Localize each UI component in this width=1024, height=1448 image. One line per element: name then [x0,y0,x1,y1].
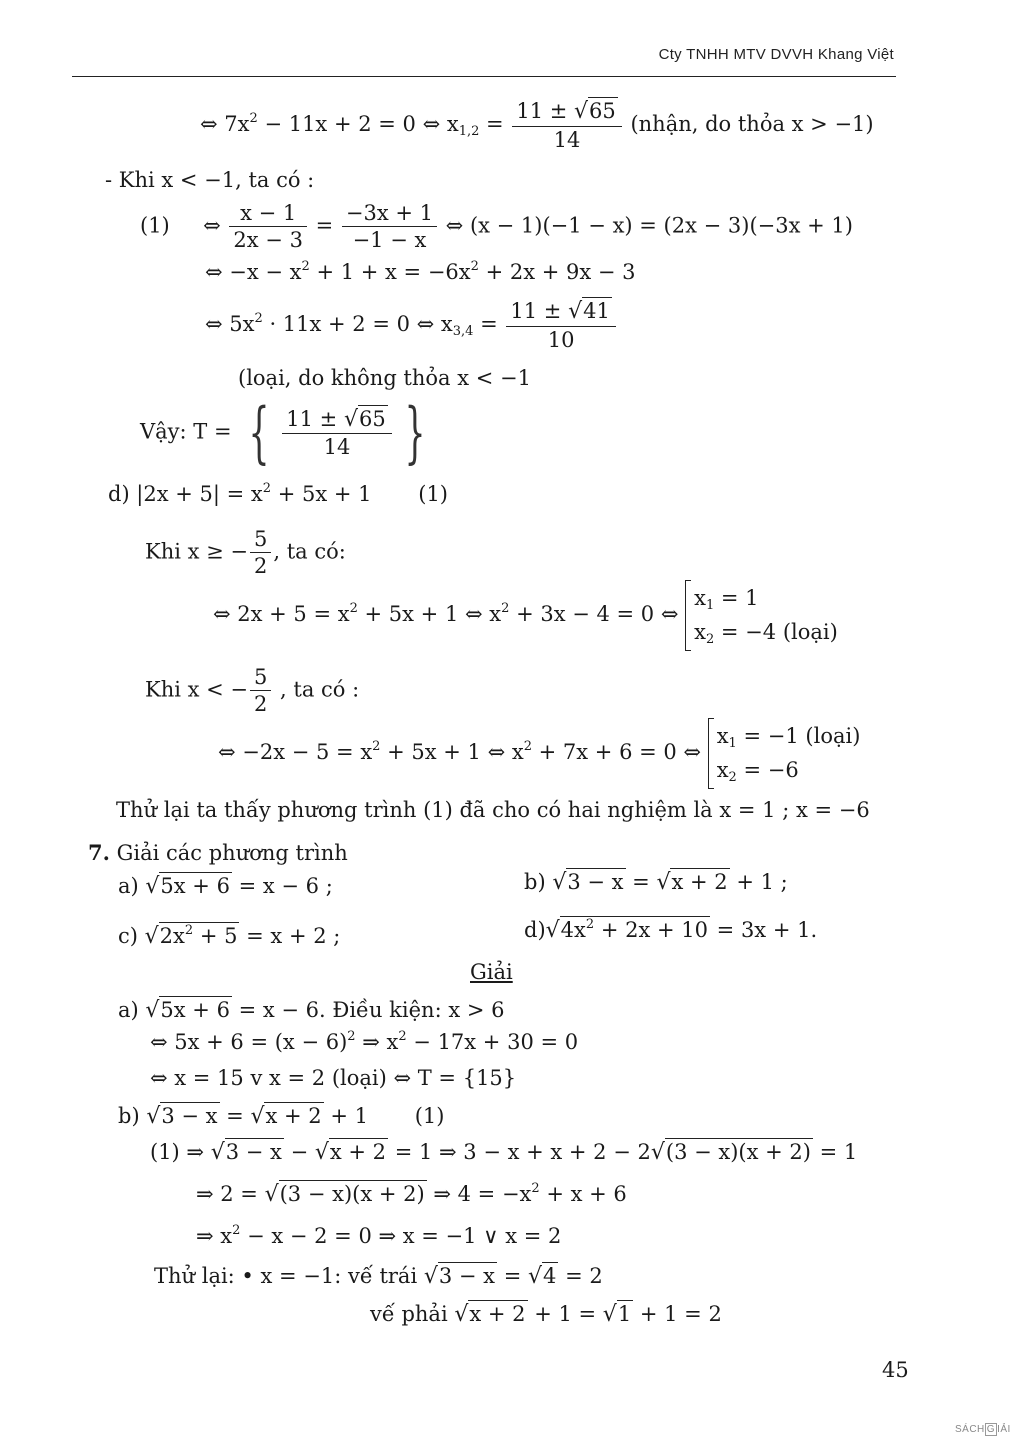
note-line: (loại, do không thỏa x < −1 [238,366,531,390]
eq-line: (1) ⇔ $\frac{x - 1}{2x - 3}$ = $\frac{-3x + 1}{-1 - x}$ ⇔ (x − 1)(−1 − x) = (2x − 3)(−3x + 1) [140,201,853,253]
header-company: Cty TNHH MTV DVVH Khang Việt [658,46,894,63]
watermark-logo: SÁCH G IẢI [955,1424,1011,1435]
eq-line: ⇔ $2x + 5 = x^2 + 5x + 1$ ⇔ $x^2 + 3x - 4 = 0$ ⇔ $x_1 = 1$ $x_2 = -4$ (loại) [213,580,838,651]
fraction: $\frac{11 \pm √65}{14}$ [512,98,621,153]
eq-line: ⇒ 2 = √(3 − x)(x + 2) ⇒ $4 = -x^2 + x + 6$ [196,1181,627,1207]
fraction: $\frac{11 \pm √65}{14}$ [282,406,391,461]
solution-heading: Giải [470,960,513,984]
fraction: $\frac{x - 1}{2x - 3}$ [229,200,307,254]
conclusion-line: Thử lại ta thấy phương trình (1) đã cho có hai nghiệm là x = 1 ; x = −6 [116,798,870,822]
eq-line: (1) ⇒ √3 − x − √x + 2 = 1 ⇒ 3 − x + x + 2 − 2√(3 − x)(x + 2) = 1 [150,1140,858,1165]
problem-d: $d)√4x^2 + 2x + 10 = 3x + 1$. [524,917,818,943]
fraction: $\frac{-3x + 1}{-1 - x}$ [342,200,437,254]
eq-line: ⇔ $5x^2 \cdot 11x + 2 = 0$ ⇔ $x_{3,4}$ = $\frac{11 \pm √41}{10}$ [205,298,618,353]
page-number: 45 [882,1358,909,1382]
eq-line: ⇔ $-x - x^2 + 1 + x = -6x^2 + 2x + 9x - 3$ [205,259,636,284]
solution-a-line: a) √5x + 6 = x − 6. Điều kiện: x > 6 [118,998,505,1023]
eq-line: d) $|2x + 5| = x^2 + 5x + 1$ (1) [108,481,448,506]
solution-b-line: b) √3 − x = √x + 2 + 1 (1) [118,1104,445,1129]
eq-line: ⇔ $5x + 6 = (x - 6)^2$ ⇒ $x^2 - 17x + 30 = 0$ [150,1029,579,1054]
problem-b: b) √3 − x = √x + 2 + 1 ; [524,870,788,895]
header-rule [72,76,896,77]
eq-line: ⇔ $7x^2 - 11x + 2 = 0$ ⇔ $x_{1,2}$ = $\frac{11 \pm √65}{14}$ (nhận, do thỏa x > −1) [200,99,874,152]
eq-line: ⇔ $-2x - 5 = x^2 + 5x + 1$ ⇔ $x^2 + 7x + 6 = 0$ ⇔ $x_1 = -1$ (loại) $x_2 = -6$ [218,718,860,789]
check-line: Thử lại: • x = −1: vế trái √3 − x = √4 = 2 [154,1264,603,1289]
problem-a: a) √5x + 6 = x − 6 ; [118,874,333,899]
eq-line: ⇒ $x^2 - x - 2 = 0$ ⇒ x = −1 ∨ x = 2 [196,1223,562,1248]
solution-set: $x_1 = 1$ $x_2 = -4$ (loại) [685,580,838,651]
eq-line: ⇔ x = 15 v x = 2 (loại) ⇔ T = {15} [150,1066,517,1090]
check-line: vế phải √x + 2 + 1 = √1 + 1 = 2 [370,1302,722,1327]
solution-set: $x_1 = -1$ (loại) $x_2 = -6$ [708,718,861,789]
problem-title: 7. Giải các phương trình [88,840,348,865]
result-line: Vậy: T = { $\frac{11 \pm √65}{14}$ } [140,394,426,471]
case-line: - Khi x < −1, ta có : [105,168,315,192]
case-line: Khi x < − $\frac{5}{2}$ , ta có : [145,665,360,717]
fraction: $\frac{5}{2}$ [250,664,271,718]
case-line: Khi x ≥ − $\frac{5}{2}$ , ta có: [145,527,346,579]
fraction: $\frac{11 \pm √41}{10}$ [506,298,615,353]
problem-c: c) $√2x^2 + 5 = x + 2$ ; [118,923,341,949]
fraction: $\frac{5}{2}$ [250,526,271,580]
